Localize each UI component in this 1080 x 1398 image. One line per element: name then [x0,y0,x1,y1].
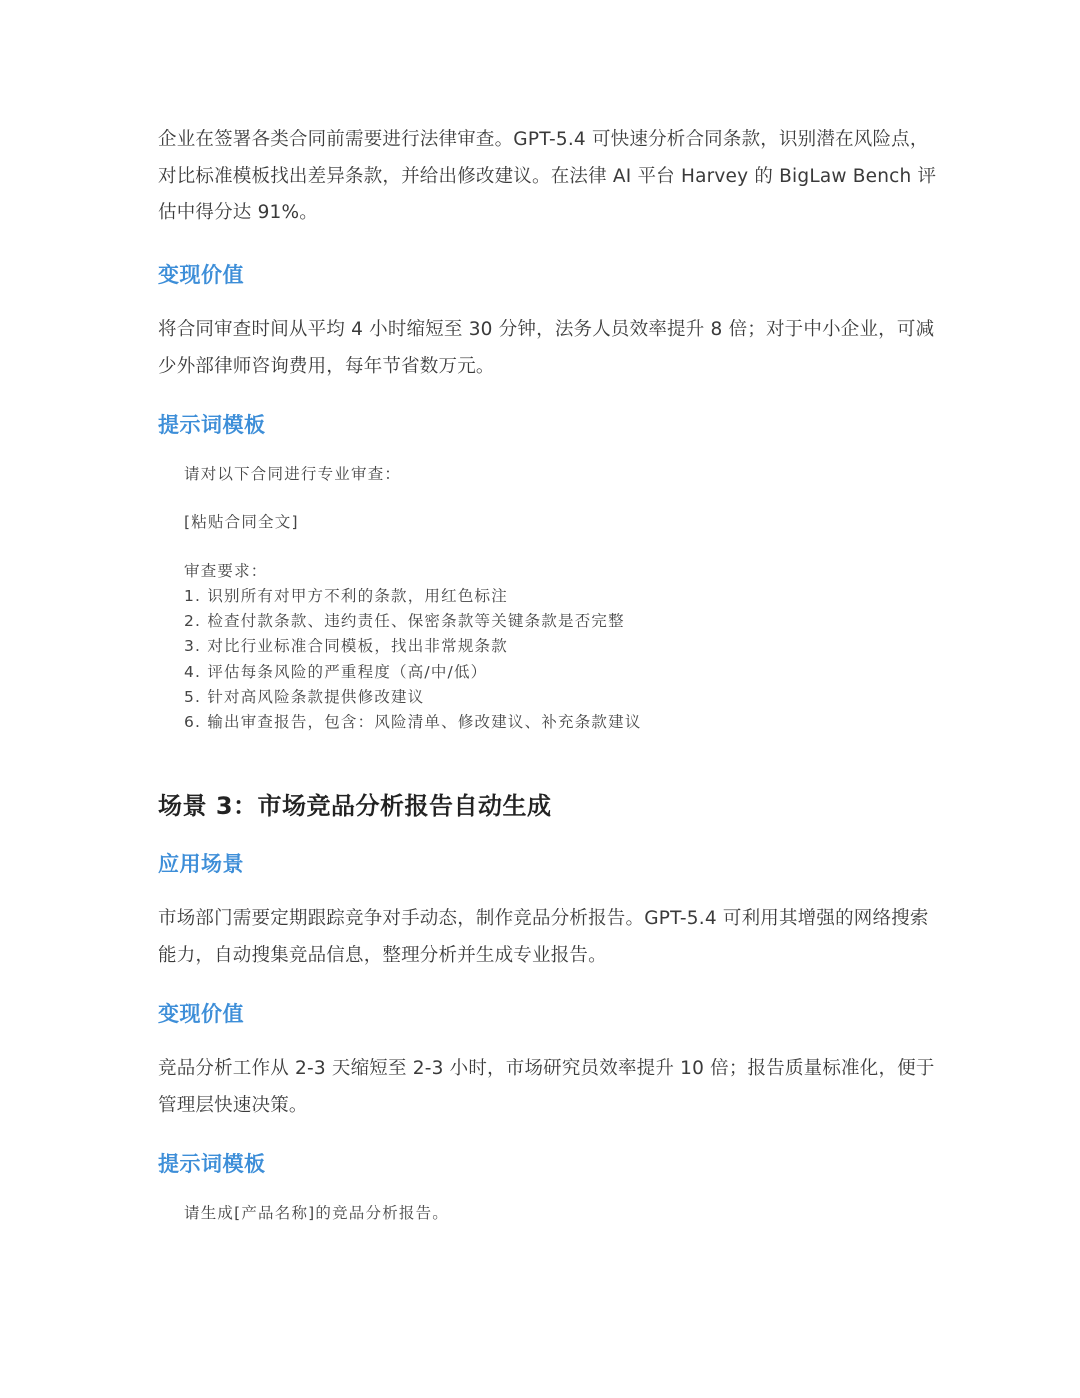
text-line: 将合同审查时间从平均 4 小时缩短至 30 分钟，法务人员效率提升 8 倍；对于中小企业，可减 [158,319,935,340]
market-value-paragraph [158,1051,935,1124]
prompt-item: 3. 对比行业标准合同模板，找出非常规条款 [184,637,508,656]
text-line: 市场部门需要定期跟踪竞争对手动态，制作竞品分析报告。GPT-5.4 可利用其增强的网络搜索 [158,908,929,929]
market-prompt-template [158,1201,449,1226]
market-prompt-heading: 提示词模板 [158,1152,266,1176]
text-line: 管理层快速决策。 [158,1094,308,1116]
prompt-item: 6. 输出审查报告，包含：风险清单、修改建议、补充条款建议 [184,713,642,732]
prompt-placeholder: [粘贴合同全文] [184,513,299,532]
text-line: 竞品分析工作从 2-3 天缩短至 2-3 小时，市场研究员效率提升 10 倍；报告质量标准化，便于 [158,1058,935,1079]
market-scenario-heading: 应用场景 [158,852,244,876]
text-line: 估中得分达 91%。 [158,202,319,223]
legal-intro-paragraph [158,122,936,232]
legal-value-heading: 变现价值 [158,263,244,287]
text-line: 能力，自动搜集竞品信息，整理分析并生成专业报告。 [158,944,607,966]
legal-prompt-template [158,462,642,736]
market-value-heading: 变现价值 [158,1002,244,1026]
prompt-requirements-title: 审查要求： [184,561,268,580]
text-line: 企业在签署各类合同前需要进行法律审查。GPT-5.4 可快速分析合同条款，识别潜在风险点， [158,129,929,150]
legal-prompt-heading: 提示词模板 [158,413,266,437]
scenario-3-title: 场景 3：市场竞品分析报告自动生成 [158,792,552,820]
prompt-item: 2. 检查付款条款、违约责任、保密条款等关键条款是否完整 [184,612,625,631]
text-line: 少外部律师咨询费用，每年节省数万元。 [158,355,495,377]
prompt-item: 5. 针对高风险条款提供修改建议 [184,688,425,707]
legal-value-paragraph [158,312,934,385]
market-scenario-paragraph [158,901,929,974]
prompt-item: 4. 评估每条风险的严重程度（高/中/低） [184,662,488,681]
prompt-intro: 请对以下合同进行专业审查： [184,465,402,483]
prompt-intro: 请生成[产品名称]的竞品分析报告。 [184,1204,449,1222]
text-line: 对比标准模板找出差异条款，并给出修改建议。在法律 AI 平台 Harvey 的 BigLaw Bench 评 [158,165,937,187]
prompt-item: 1. 识别所有对甲方不利的条款，用红色标注 [184,586,508,605]
